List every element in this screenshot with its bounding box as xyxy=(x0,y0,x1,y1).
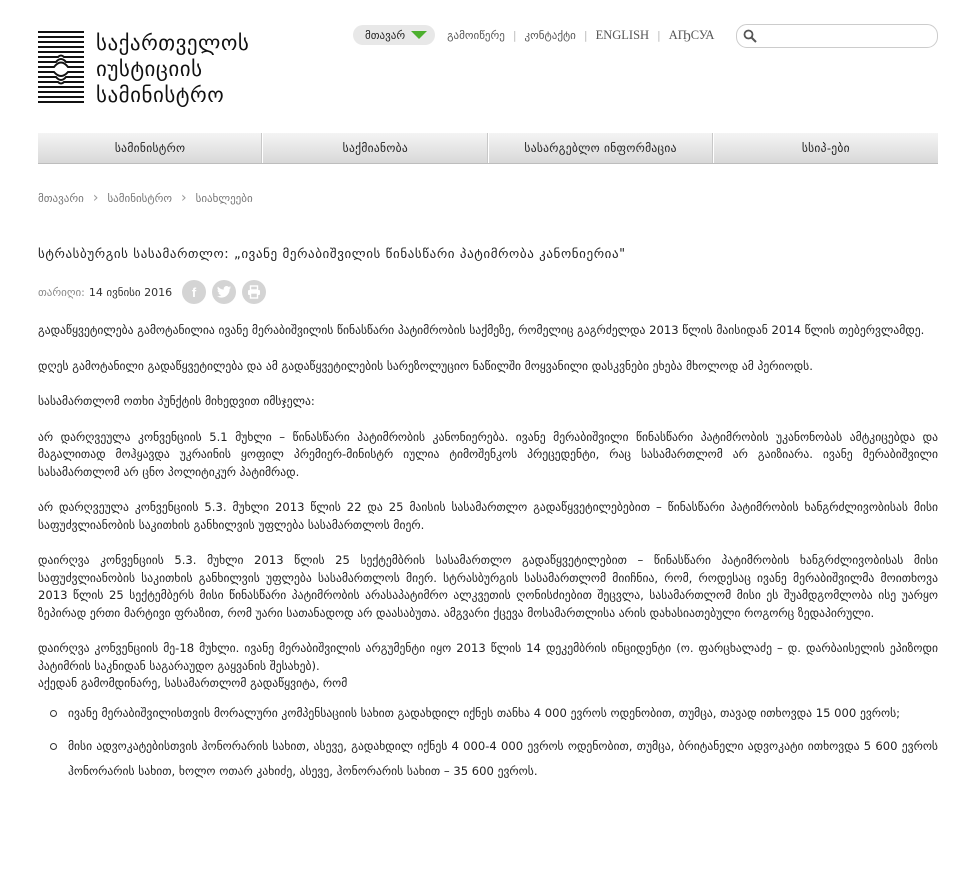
breadcrumb-ministry[interactable]: სამინისტრო xyxy=(107,191,172,205)
date-label: თარიღი: xyxy=(38,285,85,299)
main-nav xyxy=(38,133,938,164)
article-paragraph: არ დარღვეულა კონვენციის 5.1 მუხლი – წინასწარი პატიმრობის კანონიერება. ივანე მერაბიშვილი წინასწარი პატიმრობის უკანონობას ამტკიცებდა და მაგალითად მოჰყავდა უკრაინის ყოფილ პრემიერ-მინისტრ იულია ტიმოშენკოს პრეცედენტი, რაც სასამართლომ არ გაიზიარა. ივანე მერაბიშვილი სასამართლომ არ ცნო პოლიტიკურ პატიმრად. xyxy=(38,429,938,479)
breadcrumb xyxy=(38,190,253,206)
breadcrumb-news[interactable]: სიახლეები xyxy=(195,191,253,205)
nav-item-activities[interactable]: საქმიანობა xyxy=(263,133,488,163)
english-link[interactable]: ENGLISH xyxy=(595,27,650,42)
article-meta xyxy=(38,280,272,304)
article-paragraph: დღეს გამოტანილი გადაწყვეტილება და ამ გადაწყვეტილების სარეზოლუციო ნაწილში მოყვანილი დასკვნები ეხება მხოლოდ ამ პერიოდს. xyxy=(38,358,813,373)
list-item: მისი ადვოკატებისთვის ჰონორარის სახით, ასევე, გადახდილ იქნეს 4 000-4 000 ევროს ოდენობით, თუმცა, ბრიტანელი ადვოკატი ითხოვდა 5 600 ევროს ჰონორარის სახით, ხოლო ოთარ კახიძე, ასევე, ჰონორარის სახით – 35 600 ევროს. xyxy=(68,734,938,784)
abkhaz-link[interactable]: АҦСУА xyxy=(668,27,715,42)
home-label: მთავარ xyxy=(365,28,406,42)
share-buttons xyxy=(182,280,272,304)
chevron-right-icon: › xyxy=(92,190,99,206)
nav-item-lepls[interactable]: სსიპ-ები xyxy=(801,141,850,155)
article-paragraph: დაირღვა კონვენციის 5.3. მუხლი 2013 წლის 25 სექტემბრის სასამართლო გადაწყვეტილებით – წინასწარი პატიმრობის ხანგრძლივობისას მისი საფუძვლიანობის საკითხის განხილვის უფლება სასამართლოს მიერ. სტრასბურგის სასამართლომ მიიჩნია, რომ, როდესაც ივანე მერაბიშვილმა მოითხოვა 2013 წლის 25 სექტემბერს მისი წინასწარი პატიმრობის არასაპატიმრო ალკვეთის ღონისძიებით შეცვლა, სასამართლომ მისი ეს შუამდგომლობა ისე უარყო ზეპირად ერთი მარტივი ფრაზით, რომ უარი სათანადოდ არ დაასაბუთა. ამგვარი ქცევა მოსამართლისა არის დახასიათებული როგორც ზედაპირული. xyxy=(38,553,938,620)
separator: | xyxy=(657,28,661,42)
search-icon xyxy=(743,29,757,43)
article-paragraph: აქედან გამომდინარე, სასამართლომ გადაწყვიტა, რომ xyxy=(38,676,348,690)
article-paragraph: სასამართლომ ოთხი პუნქტის მიხედვით იმსჯელა: xyxy=(38,394,315,408)
logo-line: სამინისტრო xyxy=(96,83,225,107)
ruling-list xyxy=(38,701,938,784)
article-paragraph: არ დარღვეულა კონვენციის 5.3. მუხლი 2013 წლის 22 და 25 მაისის სასამართლო გადაწყვეტილებებით – წინასწარი პატიმრობის ხანგრძლივობისას მისი საფუძვლიანობის საკითხის განხილვის უფლება სასამართლოს მიერ. xyxy=(38,500,938,532)
logo-lines-icon xyxy=(38,30,84,106)
ministry-logo[interactable] xyxy=(38,30,258,110)
print-icon[interactable] xyxy=(242,280,266,304)
facebook-icon[interactable]: f xyxy=(182,280,206,304)
logo-text xyxy=(96,30,249,108)
home-dropdown[interactable] xyxy=(353,25,435,45)
article-body xyxy=(38,322,938,792)
nav-item-useful-info[interactable]: სასარგებლო ინფორმაცია xyxy=(489,133,714,163)
nav-item-ministry[interactable]: სამინისტრო xyxy=(38,133,263,163)
breadcrumb-home[interactable]: მთავარი xyxy=(38,191,84,205)
logo-line: საქართველოს xyxy=(96,31,250,55)
top-links xyxy=(447,28,714,43)
list-item: ივანე მერაბიშვილისთვის მორალური კომპენსაციის სახით გადახდილ იქნეს თანხა 4 000 ევროს ოდენობით, თუმცა, თავად ითხოვდა 15 000 ევროს; xyxy=(68,701,938,726)
logo-line: იუსტიციის xyxy=(96,57,203,81)
top-utility-bar xyxy=(353,25,714,45)
contact-link[interactable]: კონტაქტი xyxy=(524,28,576,42)
article-title: სტრასბურგის სასამართლო: „ივანე მერაბიშვილის წინასწარი პატიმრობა კანონიერია" xyxy=(38,247,626,262)
subscribe-link[interactable]: გამოიწერე xyxy=(447,28,505,42)
article-paragraph: დაირღვა კონვენციის მე-18 მუხლი. ივანე მერაბიშვილის არგუმენტი იყო 2013 წლის 14 დეკემბრის ინციდენტი (ო. ფარცხალაძე – დ. დარბაისელის ეპიზოდი პატიმრის საკნიდან საგარაუდო გაყვანის შესახებ). xyxy=(38,641,938,673)
separator: | xyxy=(512,28,517,42)
article-paragraph: გადაწყვეტილება გამოტანილია ივანე მერაბიშვილის წინასწარი პატიმრობის საქმეზე, რომელიც გაგრძელდა 2013 წლის მაისიდან 2014 წლის თებერვლამდე. xyxy=(38,323,925,337)
search-input[interactable] xyxy=(763,27,932,45)
search-box[interactable] xyxy=(736,24,938,48)
dropdown-triangle-icon xyxy=(411,31,427,39)
chevron-right-icon: › xyxy=(181,190,187,206)
twitter-icon[interactable] xyxy=(212,280,236,304)
date-value: 14 ივნისი 2016 xyxy=(88,285,173,299)
separator: | xyxy=(583,28,588,42)
